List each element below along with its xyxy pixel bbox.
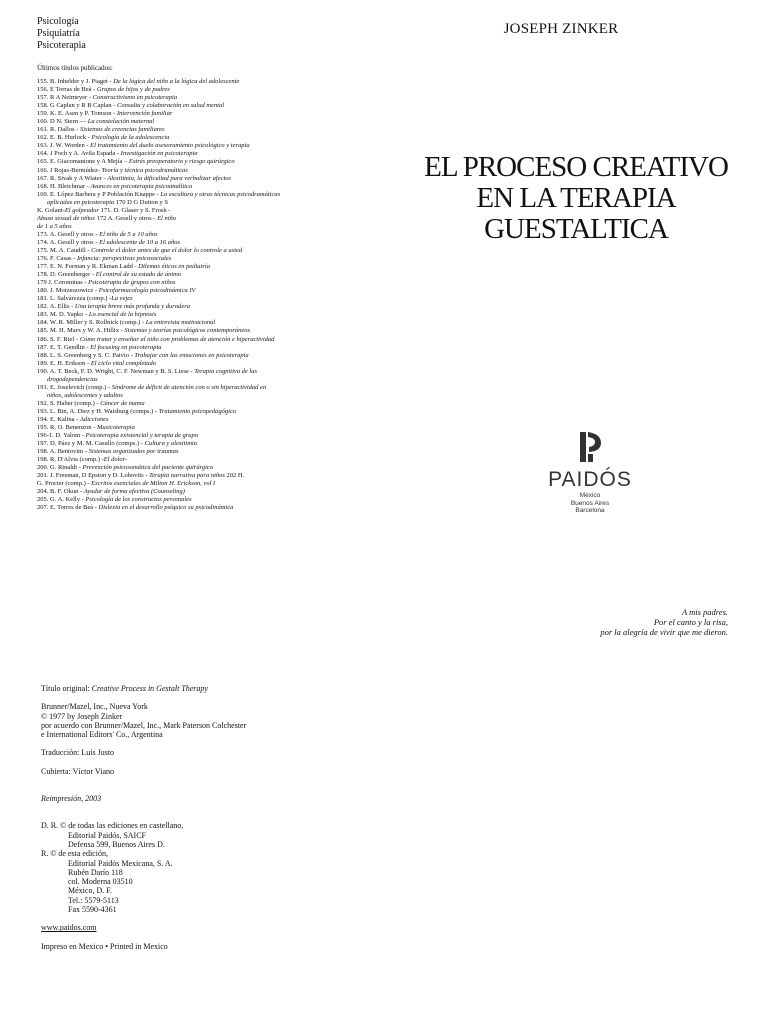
title-entry	[37, 488, 382, 496]
dedication-line: A mis padres.	[681, 607, 728, 617]
title-entry	[37, 279, 382, 287]
book-title-line: GUESTALTICA	[484, 213, 668, 245]
title-entry-author: 158. G Caplan y R B Caplan -	[37, 102, 117, 110]
title-entry	[37, 175, 382, 183]
publisher-website-link[interactable]: www.paidos.com	[41, 923, 97, 933]
title-entry-title: Escritos esenciales de Milton H. Erickson, vol I	[91, 480, 216, 488]
title-entry-author: 161. R. Dallos -	[37, 126, 80, 134]
title-entry-author: 198. R. D'Alvia (comp.) -	[37, 456, 104, 464]
title-entry-title: Dilemas éticos en pediatría	[138, 263, 210, 271]
title-entry-extra: 202 H.	[224, 472, 245, 480]
published-titles-list	[37, 78, 382, 513]
title-entry	[37, 271, 382, 279]
title-entry	[37, 110, 382, 118]
title-entry-title: Infancia: perspectivas psicosociales	[76, 255, 172, 263]
title-entry-author: 198. A. Bentovim -	[37, 448, 89, 456]
title-entry	[37, 319, 382, 327]
list-heading: Últimos títulos publicados:	[37, 64, 113, 72]
title-entry-title: Controle el dolor antes de que el dolor lo controle a usted	[91, 246, 243, 254]
title-entry-title: Estrés preoperatorio y riesgo quirúrgico	[128, 158, 235, 166]
title-entry	[37, 295, 382, 303]
title-entry-title: Terapia narrativa para niños	[149, 472, 225, 480]
rights-line: col. Moderna 03510	[68, 877, 133, 887]
title-entry-author: 190. A. T. Beck, F. D. Wright, C. F. Newman y B. S. Liese -	[37, 367, 195, 375]
publisher-cities	[540, 492, 640, 515]
title-entry-title: La vejez	[111, 295, 133, 303]
title-entry-title: drogodependencias	[47, 375, 98, 383]
title-entry	[37, 223, 382, 231]
title-entry-title: niños, adolescentes y adultos	[47, 391, 123, 399]
title-entry-title: de 1 a 5 años	[37, 222, 72, 230]
title-entry-title: El focusing en psicoterapia	[90, 343, 162, 351]
title-entry	[37, 352, 382, 360]
publisher-city: México	[579, 492, 601, 499]
rights-line: Fax 5590-4361	[68, 905, 117, 915]
series-item: Psicoterapia	[37, 40, 86, 51]
title-entry	[37, 183, 382, 191]
title-entry-author: 167. R. Sivak y A Wiater -	[37, 174, 108, 182]
title-entry	[37, 303, 382, 311]
original-title	[41, 684, 371, 693]
title-entry-title: Prevención psicosomática del paciente quirúrgico	[82, 464, 214, 472]
title-entry	[37, 384, 382, 392]
publisher-city: Barcelona	[575, 507, 605, 514]
publisher-logo	[540, 430, 640, 515]
title-entry-title: Sistemas y teorías psicológicos contemporáneos	[124, 327, 251, 335]
title-entry-title: Constructivismo en psicoterapia	[92, 94, 178, 102]
rights-line: D. R. © de todas las ediciones en castellano,	[41, 821, 184, 831]
title-entry-author: 163. J. W. Worden -	[37, 142, 91, 150]
title-entry-extra: 170 D G Dutton y S	[114, 198, 168, 206]
title-entry-title: El adolescente de 10 a 16 años	[99, 238, 180, 246]
title-entry-author: 165. E. Giacomantone y A Mejía –	[37, 158, 129, 166]
title-entry-author: 204. B. F. Okun -	[37, 488, 84, 496]
title-entry-title: Intervención familiar	[116, 110, 173, 118]
title-entry-title: Psicología de los constructos personales	[85, 496, 192, 504]
title-entry-author: 166. J Rojas-Bermúdez-	[37, 166, 102, 174]
title-entry-title: La constelación maternal	[87, 118, 155, 126]
title-entry	[37, 472, 382, 480]
title-entry-author: 186. S. F. Rief -	[37, 335, 80, 343]
title-entry-title: Teoría y técnica psicodramáticas	[101, 166, 188, 174]
title-entry	[37, 142, 382, 150]
title-entry	[37, 376, 382, 384]
title-entry-title: Musicoterapia	[96, 424, 135, 432]
title-entry-author: 181. L. Salvarezza (comp.) -	[37, 295, 112, 303]
title-entry	[37, 504, 382, 512]
title-entry-author: 156. E Torras de Beà -	[37, 86, 97, 94]
publisher-line: por acuerdo con Brunner/Mazel, Inc., Mark Paterson Colchester	[41, 720, 247, 730]
rights-line: Editorial Paidós Mexicana, S. A.	[68, 858, 173, 868]
title-entry	[37, 496, 382, 504]
title-entry-extra: 172 A. Gesell y otros -	[94, 214, 158, 222]
rights-line: México, D. F.	[68, 886, 113, 896]
reprint-value: Reimpresión, 2003	[41, 794, 102, 804]
dedication-line: por la alegría de vivir que me dieron.	[600, 627, 728, 637]
title-entry-author: 197. D. Páez y M. M. Casullo (comps.) -	[37, 440, 145, 448]
title-entry-title: Avances en psicoterapia psicoanalítica	[90, 182, 193, 190]
title-entry-title: aplicadas en psicoterapia	[47, 198, 115, 206]
title-entry	[37, 231, 382, 239]
title-entry	[37, 78, 382, 86]
title-entry-title: Alexitimia, la dificultad para verbalizar afectos	[107, 174, 232, 182]
title-entry	[37, 344, 382, 352]
title-entry-title: Psicología de la adolescencia	[91, 134, 170, 142]
title-entry-title: Lo esencial de la hipnosis	[88, 311, 157, 319]
title-entry-author: 169. E. López Barbera y P Población Knappe -	[37, 190, 161, 198]
title-entry	[37, 360, 382, 368]
publisher-line: Brunner/Mazel, Inc., Nueva York	[41, 702, 148, 712]
title-entry	[37, 167, 382, 175]
publisher-city: Buenos Aires	[570, 499, 610, 507]
title-entry-author: 179 J. Corominas -	[37, 279, 89, 287]
copyright-credits	[41, 684, 371, 951]
title-entry	[37, 158, 382, 166]
title-entry	[37, 456, 382, 464]
title-entry-title: Terapia cognitiva de las	[194, 367, 257, 375]
title-entry-title: Tratamiento psicopedagógico	[158, 407, 237, 415]
rights-line: Rubén Darío 118	[68, 867, 123, 877]
title-entry-author: 180. J. Moizeszowicz -	[37, 287, 99, 295]
title-entry	[37, 432, 382, 440]
title-entry	[37, 94, 382, 102]
title-entry-title: El golpeador	[64, 206, 99, 214]
printed-in-note: Impreso en Mexico • Printed in Mexico	[41, 941, 168, 951]
title-entry	[37, 416, 382, 424]
title-entry-author: 164. J Poch y A. Avila Espada -	[37, 150, 121, 158]
title-entry	[37, 207, 382, 215]
paidos-logo-icon	[577, 430, 603, 464]
title-entry-author: 189. E. H. Erikson -	[37, 359, 91, 367]
title-entry-title: Consulta y colaboración en salud mental	[116, 102, 225, 110]
title-entry-title: Síndrome de déficit de atención con o sin hiperactividad en	[111, 383, 267, 391]
dedication	[450, 607, 728, 637]
title-entry-title: Sistemas de creencias familiares	[79, 126, 165, 134]
title-entry-author: 173. A. Gesell y otros -	[37, 230, 100, 238]
title-entry	[37, 134, 382, 142]
title-entry-author: 205. G. A. Kelly -	[37, 496, 86, 504]
title-entry	[37, 408, 382, 416]
title-entry-title: La entrevista motivacional	[145, 319, 216, 327]
title-entry-author: 207. E. Torres de Beà -	[37, 504, 99, 512]
reprint-note	[41, 794, 371, 803]
author-name: JOSEPH ZINKER	[503, 21, 619, 37]
title-entry-title: Ayudar de forma efectiva (Counseling)	[83, 488, 185, 496]
series-item: Psiquiatría	[37, 28, 80, 39]
dedication-line: Por el canto y la risa,	[653, 617, 728, 627]
title-entry-author: 155. B. Inhelder y J. Piaget -	[37, 78, 114, 85]
title-entry	[37, 150, 382, 158]
title-entry	[37, 215, 382, 223]
title-entry	[37, 287, 382, 295]
title-entry-title: Investigación en psicoterapia	[120, 150, 198, 158]
publisher-name: PAIDÓS	[548, 468, 632, 491]
book-title-line: EL PROCESO CREATIVO	[424, 151, 728, 183]
rights-line: Editorial Paidós, SAICF	[68, 830, 147, 840]
title-entry	[37, 392, 382, 400]
title-entry-author: 178. D. Greenberger -	[37, 271, 96, 279]
title-entry	[37, 247, 382, 255]
title-entry	[37, 464, 382, 472]
title-entry-author: 192. S. Haber (comp.) -	[37, 399, 101, 407]
title-entry-author: 157. R A Neimeyer -	[37, 94, 93, 102]
rights-line: Tel.: 5579-5113	[68, 895, 119, 905]
title-entry-author: 196-1. D. Yalom -	[37, 432, 86, 440]
title-entry	[37, 327, 382, 335]
title-entry-author: G. Procter (comp.) -	[37, 480, 92, 488]
title-entry-title: Adicciones	[79, 415, 109, 423]
title-entry	[37, 263, 382, 271]
title-entry-title: El tratamiento del duelo asesoramiento psicológico y terapia	[90, 142, 250, 150]
title-entry-author: 168. H. Bleichmar -	[37, 182, 91, 190]
title-entry-title: La escultura y otras técnicas psicodramáticas	[160, 190, 281, 198]
title-entry	[37, 239, 382, 247]
title-entry	[37, 368, 382, 376]
title-entry-author: 185. M. H. Marx y W. A. Hillix -	[37, 327, 125, 335]
title-entry-title: Dislexia en el desarrollo psíquico su psicodinámica	[98, 504, 234, 512]
original-title-value: Creative Process in Gestalt Therapy	[91, 684, 208, 693]
title-entry-author: 162. E. B. Hurlock -	[37, 134, 92, 142]
title-entry-title: El ciclo vital completado	[90, 359, 156, 367]
original-title-label: Título original:	[41, 684, 92, 693]
title-entry-title: El control de su estado de ánimo	[95, 271, 182, 279]
title-entry-title: Cómo tratar y enseñar al niño con problemas de atención e hiperactividad	[79, 335, 275, 343]
title-entry-extra: 171. D. Glaser y S. Frosh -	[98, 206, 171, 214]
title-entry-author: 195. R. O. Benenzon -	[37, 424, 97, 432]
title-entry	[37, 440, 382, 448]
title-entry-author: K. Golant-	[37, 206, 65, 214]
title-entry-title: Trabajar con las emociones en psicoterapia	[134, 351, 249, 359]
title-entry	[37, 311, 382, 319]
rights-line: Defensa 599, Buenos Aires D.	[68, 839, 165, 849]
book-title-line: EN LA TERAPIA	[476, 182, 676, 214]
title-entry-title: El niño	[157, 214, 177, 222]
title-entry	[37, 118, 382, 126]
translation-credit: Traducción: Luis Justo	[41, 748, 115, 758]
title-entry	[37, 448, 382, 456]
title-entry-title: Psicoterapia existencial y terapia de grupo	[85, 432, 199, 440]
title-entry	[37, 126, 382, 134]
title-entry-author: 188. L. S. Greenberg y S. C. Paivio -	[37, 351, 135, 359]
title-entry	[37, 400, 382, 408]
title-entry-author: 174. A. Gesell y otros -	[37, 238, 100, 246]
title-entry-author: 182. A. Ellis -	[37, 303, 75, 311]
title-entry	[37, 255, 382, 263]
title-entry	[37, 336, 382, 344]
title-entry-author: 176. F. Casas -	[37, 255, 77, 263]
title-entry-author: 187. E. T. Gendlin -	[37, 343, 91, 351]
title-entry-author: 184. W. R. Miller y S. Rollnick (comp.) -	[37, 319, 146, 327]
series-item: Psicología	[37, 16, 79, 27]
title-entry	[37, 102, 382, 110]
series-list	[37, 16, 86, 52]
title-entry-title: De la lógica del niño a la lógica del adolescente	[113, 78, 240, 85]
title-entry-title: Una terapia breve más profunda y duradera	[74, 303, 190, 311]
title-entry	[37, 480, 382, 488]
title-entry-title: El niño de 5 a 10 años	[99, 230, 158, 238]
title-entry-author: 193. L. Bin, A. Diez y H. Waisburg (comps.) -	[37, 407, 159, 415]
title-entry-title: Psicofarmacología psicodinámica IV	[98, 287, 196, 295]
publisher-line: e International Editors' Co., Argentina	[41, 730, 163, 740]
title-entry	[37, 86, 382, 94]
title-entry	[37, 191, 382, 199]
cover-credit: Cubierta: Víctor Viano	[41, 766, 114, 776]
title-entry-title: Cáncer de mama	[100, 399, 145, 407]
title-entry-author: 200. G. Rinaldi -	[37, 464, 83, 472]
title-entry-author: 201. J. Freeman, D Epston y D. Lobovits -	[37, 472, 150, 480]
title-entry-title: Sistemas organizados por traumas	[88, 448, 179, 456]
title-entry-author: 177. E. N. Forman y R. Ekman Ladd -	[37, 263, 139, 271]
title-entry-author: 183. M. D. Yapko -	[37, 311, 89, 319]
book-title	[410, 152, 742, 245]
publisher-line: © 1977 by Joseph Zinker	[41, 711, 123, 721]
title-entry-title: El dolor-	[103, 456, 128, 464]
title-entry-author: 175. M. A. Caudill -	[37, 246, 92, 254]
title-entry-title: Abuso sexual de niños	[37, 214, 95, 222]
title-entry-author: 159. K. E. Asen y P. Tomson -	[37, 110, 117, 118]
title-entry-author: 194. E. Kalina -	[37, 415, 80, 423]
title-entry	[37, 199, 382, 207]
rights-line: R. © de esta edición,	[41, 849, 108, 859]
title-entry-author: 160. D N. Stern —	[37, 118, 88, 126]
title-entry-title: Grupos de hijos y de padres	[96, 86, 170, 94]
title-entry-author: 191. E. Joselevich (comp.) -	[37, 383, 112, 391]
title-entry-title: Cultura y alexitimia	[144, 440, 197, 448]
title-entry-title: Psicoterapia de grupos con niños	[88, 279, 176, 287]
title-entry	[37, 424, 382, 432]
